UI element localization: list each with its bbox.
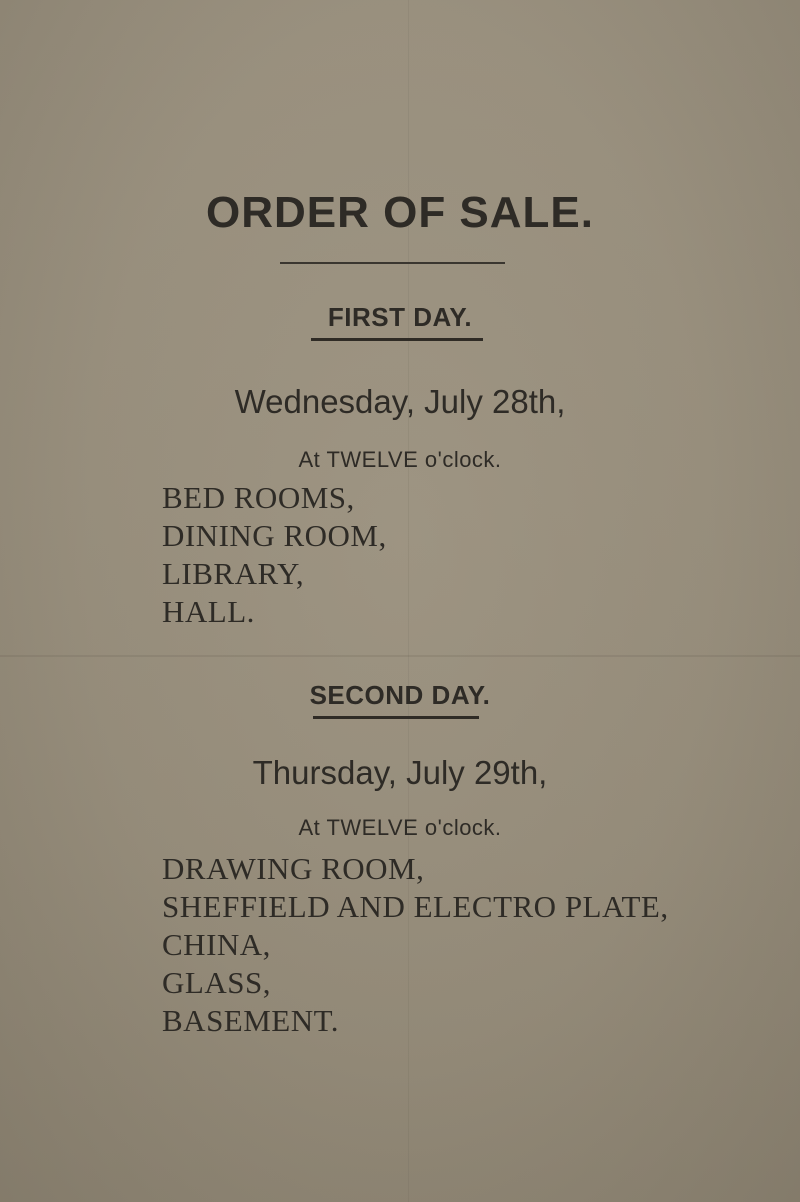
list-item: SHEFFIELD AND ELECTRO PLATE, (162, 889, 669, 924)
list-item: BED ROOMS, (162, 480, 355, 515)
list-item: GLASS, (162, 965, 271, 1000)
second-day-rooms (162, 850, 669, 1040)
first-day-rooms (162, 479, 387, 631)
second-day-time: At TWELVE o'clock. (298, 815, 502, 840)
list-item: CHINA, (162, 927, 271, 962)
list-item: DINING ROOM, (162, 518, 387, 553)
list-item: BASEMENT. (162, 1003, 340, 1038)
first-day-date: Wednesday, July 28th, (234, 383, 566, 420)
second-day-underline (313, 716, 479, 719)
second-day-heading: SECOND DAY. (309, 680, 491, 710)
second-day-date: Thursday, July 29th, (252, 754, 548, 791)
title-underline (280, 262, 505, 264)
first-day-time: At TWELVE o'clock. (298, 447, 502, 472)
first-day-underline (311, 338, 483, 341)
page-title: ORDER OF SALE. (205, 188, 595, 237)
paper-fold-horizontal (0, 655, 800, 657)
list-item: DRAWING ROOM, (162, 851, 425, 886)
list-item: HALL. (162, 594, 255, 629)
list-item: LIBRARY, (162, 556, 305, 591)
first-day-heading: FIRST DAY. (327, 302, 473, 332)
